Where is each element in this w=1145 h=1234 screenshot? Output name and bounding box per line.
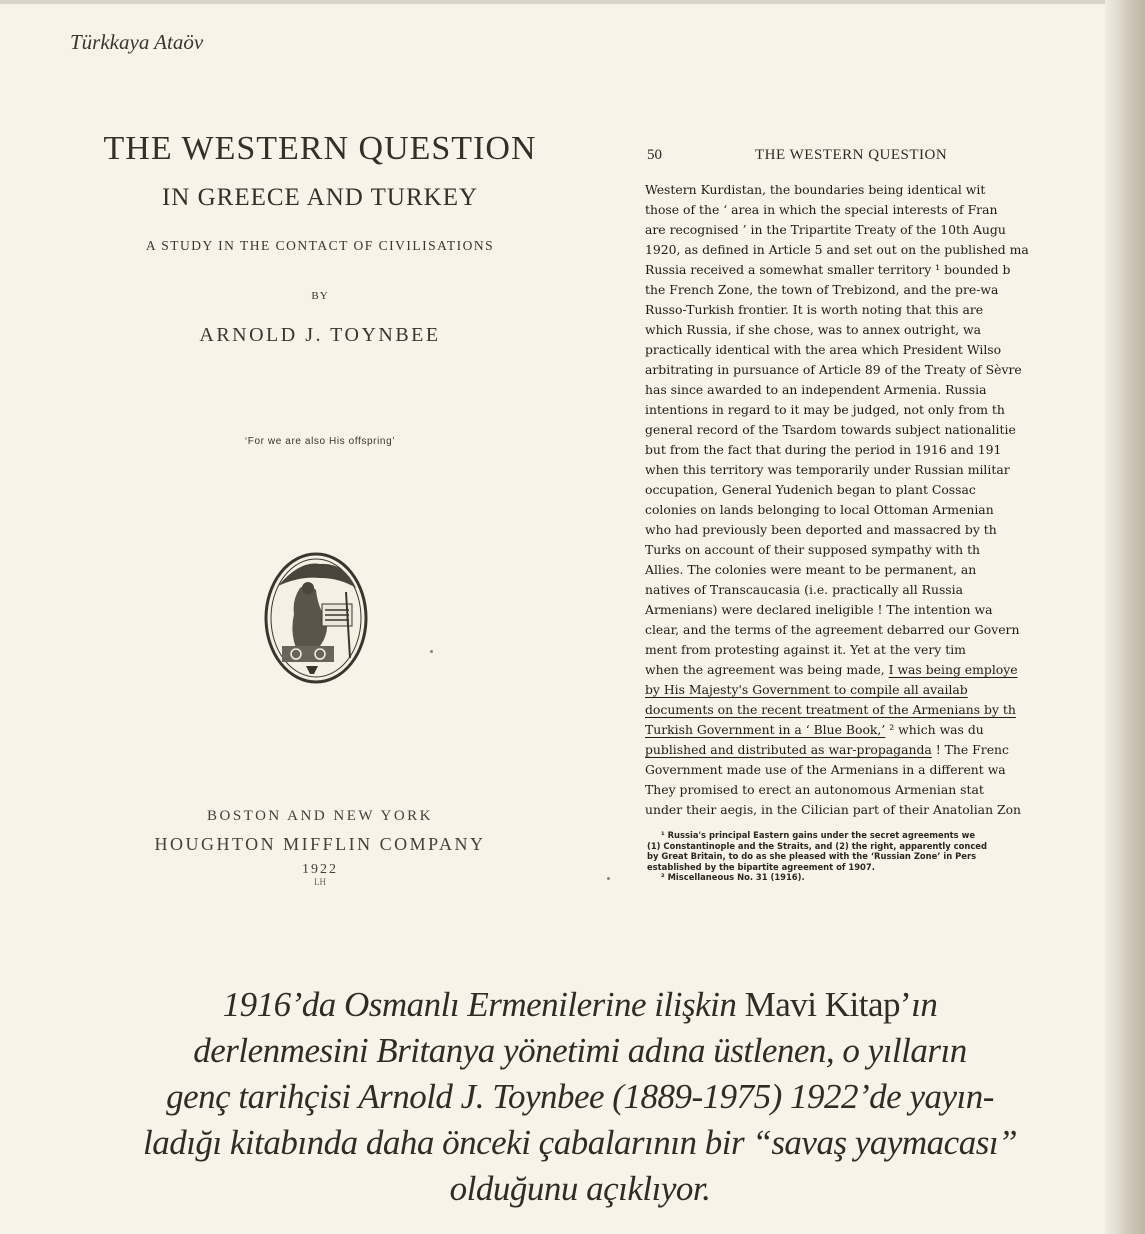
text-segment: ² which was du [885,722,984,737]
text-line: intentions in regard to it may be judged, not only from th [645,402,1005,417]
text-line: They promised to erect an autonomous Armenian stat [645,782,984,797]
book-title: THE WESTERN QUESTION [103,130,537,167]
book-page-reproduction [645,145,1115,883]
text-line: who had previously been deported and massacred by th [645,522,997,537]
footnote-1-cont: (1) Constantinople and the Straits, and (2) the right, apparently conced [647,840,987,851]
footnotes [645,830,1115,883]
book-study-line: A STUDY IN THE CONTACT OF CIVILISATIONS [145,238,495,253]
text-line: those of the ‘ area in which the special interests of Fran [645,202,998,217]
text-line: Turks on account of their supposed sympathy with th [645,542,981,557]
text-line: but from the fact that during the period in 1916 and 191 [645,442,1002,457]
text-line: Russo-Turkish frontier. It is worth noting that this are [645,302,984,317]
text-line: arbitrating in pursuance of Article 89 of the Treaty of Sèvre [645,362,1022,377]
text-line: practically identical with the area which President Wilso [645,342,1002,357]
running-head: THE WESTERN QUESTION [755,147,948,163]
text-line: clear, and the terms of the agreement debarred our Govern [645,622,1020,637]
by-label: BY [311,290,329,302]
caption-line-3: genç tarihçisi Arnold J. Toynbee (1889-1975) 1922’de yayın- [166,1077,994,1116]
text-line: has since awarded to an independent Armenia. Russia [645,382,987,397]
speck [607,877,610,880]
book-author: ARNOLD J. TOYNBEE [199,324,441,346]
text-line: Russia received a somewhat smaller territory ¹ bounded b [645,262,1011,277]
page-top-edge [0,0,1145,4]
epigraph: ‘For we are also His offspring’ [244,436,396,447]
publication-year: 1922 [302,862,338,877]
handwritten-mark: LH [314,877,326,887]
publisher-name: HOUGHTON MIFFLIN COMPANY [154,834,486,854]
text-segment: ! The Frenc [931,742,1009,757]
text-line: the French Zone, the town of Trebizond, and the pre-wa [645,282,999,297]
caption-line-4: ladığı kitabında daha önceki çabalarının bir “savaş yaymacası” [142,1123,1018,1162]
text-segment: when the agreement was being made, [645,662,889,677]
footnote-1-cont: established by the bipartite agreement of 1907. [647,861,875,872]
text-line: which Russia, if she chose, was to annex outright, wa [645,322,982,337]
underlined-text-line [645,660,1115,680]
underlined-segment: I was being employe [888,662,1018,677]
footnote-1-cont: by Great Britain, to do as she pleased with the ‘Russian Zone’ in Pers [647,851,977,862]
page-header [645,145,1115,167]
underlined-text-line [645,740,1115,760]
text-line: 1920, as defined in Article 5 and set out on the published ma [645,242,1029,257]
text-line: when this territory was temporarily under Russian militar [645,462,1010,477]
underlined-text-line: documents on the recent treatment of the Armenians by th [645,702,1016,717]
caption-line-5: olduğunu açıklıyor. [449,1169,711,1208]
footnote-2: ² Miscellaneous No. 31 (1916). [661,872,805,883]
underlined-text-line [645,720,1115,740]
text-line: natives of Transcaucasia (i.e. practically all Russia [645,582,964,597]
running-author: Türkkaya Ataöv [70,30,204,54]
text-line: general record of the Tsardom towards subject nationalitie [645,422,1016,437]
text-line: ment from protesting against it. Yet at the very tim [645,642,966,657]
caption-line-2: derlenmesini Britanya yönetimi adına üstlenen, o yılların [193,1031,967,1070]
text-line: under their aegis, in the Cilician part of their Anatolian Zon [645,802,1022,817]
page-body [645,180,1115,820]
text-line: occupation, General Yudenich began to plant Cossac [645,482,976,497]
underlined-segment: Turkish Government in a ‘ Blue Book,’ [645,722,886,737]
underlined-segment: published and distributed as war-propaganda [645,742,932,757]
text-line: are recognised ’ in the Tripartite Treaty of the 10th Augu [645,222,1006,237]
publisher-emblem-icon [260,548,372,688]
book-subtitle: IN GREECE AND TURKEY [161,184,479,211]
caption-text: 1916’da Osmanlı Ermenilerine ilişkin [222,985,745,1024]
caption-text: ın [911,985,938,1024]
text-line: Allies. The colonies were meant to be permanent, an [645,562,977,577]
footnote-1: ¹ Russia's principal Eastern gains under the secret agreements we [661,830,976,840]
caption-line-1 [40,982,1120,1028]
page-number: 50 [647,147,662,163]
underlined-text-line: by His Majesty's Government to compile all availab [645,682,968,697]
text-line: Government made use of the Armenians in a different wa [645,762,1006,777]
publisher-city: BOSTON AND NEW YORK [207,808,433,824]
caption-book-title: Mavi Kitap’ [744,985,912,1024]
figure-caption [40,982,1120,1212]
text-line: Armenians) were declared ineligible ! The intention wa [645,602,993,617]
text-line: Western Kurdistan, the boundaries being identical wit [645,182,986,197]
text-line: colonies on lands belonging to local Ottoman Armenian [645,502,994,517]
speck [430,650,433,653]
